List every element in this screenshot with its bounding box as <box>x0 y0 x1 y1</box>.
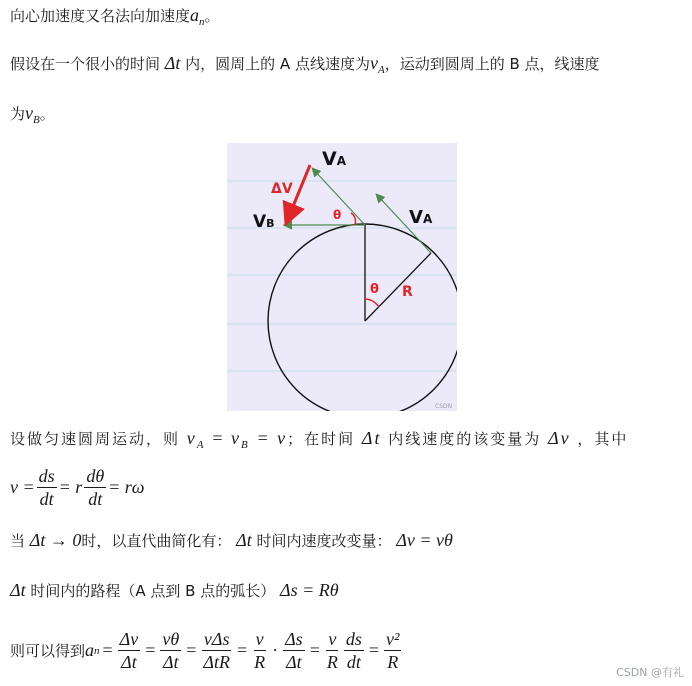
fraction-v-r: $\frac{v}{R}$ <box>254 629 266 672</box>
uniform-va-sub: A <box>196 439 206 451</box>
fraction-ds-dt: $\frac{ds}{dt}$ <box>38 466 55 509</box>
symbol-a-sub: n <box>199 16 205 28</box>
final-eq-6: = <box>368 640 380 660</box>
definition-tail: 。 <box>204 7 220 25</box>
definition-text: 向心加速度又名法向加速度 <box>10 7 191 25</box>
vb-text: 为 <box>10 105 26 123</box>
final-eq-1: = <box>102 640 113 660</box>
va-sub: A <box>377 64 385 76</box>
final-eq-4: = <box>236 640 248 660</box>
final-an: a <box>85 640 95 660</box>
uniform-text-3: 内线速度的该变量为 <box>388 430 542 448</box>
uniform-eq-1: = <box>212 428 231 448</box>
radius-label: R <box>402 284 413 300</box>
velocity-eq-r: = r <box>58 477 83 497</box>
dv-label: ΔV <box>271 181 293 197</box>
final-dot: · <box>272 640 279 660</box>
final-eq-3: = <box>186 640 197 660</box>
delta-t-symbol: Δt <box>164 53 181 73</box>
final-an-sub: n <box>94 644 100 657</box>
arc-text: 时间内的路程（A 点到 B 点的弧长） <box>30 582 276 600</box>
uniform-vb: v <box>230 428 241 448</box>
fraction-v-r-2: $\frac{v}{R}$ <box>326 629 338 672</box>
final-eq-2: = <box>145 640 156 660</box>
final-text: 则可以得到 <box>10 642 86 660</box>
fraction-ds-dt-2: $\frac{\Delta s}{\Delta t}$ <box>285 629 303 672</box>
assumption-text-3: ，运动到圆周上的 B 点，线速度 <box>384 55 600 73</box>
fraction-dtheta-dt: $\frac{d\theta}{dt}$ <box>86 466 105 509</box>
va-top-label: VA <box>322 148 347 170</box>
va-symbol: v <box>369 53 378 73</box>
csdn-watermark: CSDN @有礼 <box>616 666 684 679</box>
fraction-dv-dt: $\frac{\Delta v}{\Delta t}$ <box>119 629 139 672</box>
uniform-delta-v: Δv <box>548 428 571 448</box>
vb-symbol: v <box>25 103 34 123</box>
arc-equation: Δs = Rθ <box>280 580 339 600</box>
uniform-eq-2: = v <box>256 428 288 448</box>
assumption-text-1: 假设在一个很小的时间 <box>10 55 161 73</box>
equation-final <box>10 628 403 673</box>
fraction-vtheta-dt: $\frac{v\theta}{\Delta t}$ <box>162 629 180 672</box>
symbol-a: a <box>190 5 200 25</box>
uniform-delta-t: Δt <box>361 428 382 448</box>
paragraph-definition <box>10 5 220 28</box>
limit-expression: Δt → 0 <box>29 530 82 550</box>
paragraph-vb <box>10 103 55 126</box>
paragraph-limit <box>10 530 453 551</box>
vb-tail: 。 <box>39 105 55 123</box>
fraction-v2-r: $\frac{\text{v²}}{R}$ <box>386 629 400 672</box>
fraction-ds-dt-3: $\frac{ds}{dt}$ <box>345 629 362 672</box>
limit-delta-t: Δt <box>236 530 252 550</box>
uniform-va: v <box>186 428 197 448</box>
uniform-text-4: ，其中 <box>577 430 629 448</box>
vb-label: VB <box>253 212 275 232</box>
limit-equation: Δv = vθ <box>396 530 453 550</box>
assumption-text-2: 内，圆周上的 A 点线速度为 <box>185 55 370 73</box>
uniform-vb-sub: B <box>240 439 250 451</box>
paragraph-assumption <box>10 53 600 76</box>
limit-text-1: 当 <box>10 532 26 550</box>
vb-sub: B <box>33 114 40 126</box>
uniform-text-2: ；在时间 <box>287 430 356 448</box>
figure-watermark: CSDN <box>435 403 453 410</box>
final-eq-5: = <box>309 640 320 660</box>
limit-text-3: 时间内速度改变量： <box>256 532 392 550</box>
velocity-lhs: v = <box>10 477 35 497</box>
limit-text-2: 时，以直代曲简化有： <box>81 532 232 550</box>
equation-velocity <box>10 465 145 510</box>
theta-center-label: θ <box>370 282 379 297</box>
circular-motion-figure <box>227 143 457 411</box>
theta-top-label: θ <box>333 208 342 222</box>
uniform-text-1: 设做匀速圆周运动，则 <box>10 430 181 448</box>
fraction-vds-dtr: $\frac{\text{vΔs}}{\text{ΔtR}}$ <box>203 629 230 672</box>
paragraph-arc-length <box>10 580 339 601</box>
va-right-label: VA <box>409 207 433 228</box>
velocity-tail: = rω <box>108 477 145 497</box>
arc-delta-t: Δt <box>10 580 26 600</box>
paragraph-uniform-motion <box>10 428 628 451</box>
